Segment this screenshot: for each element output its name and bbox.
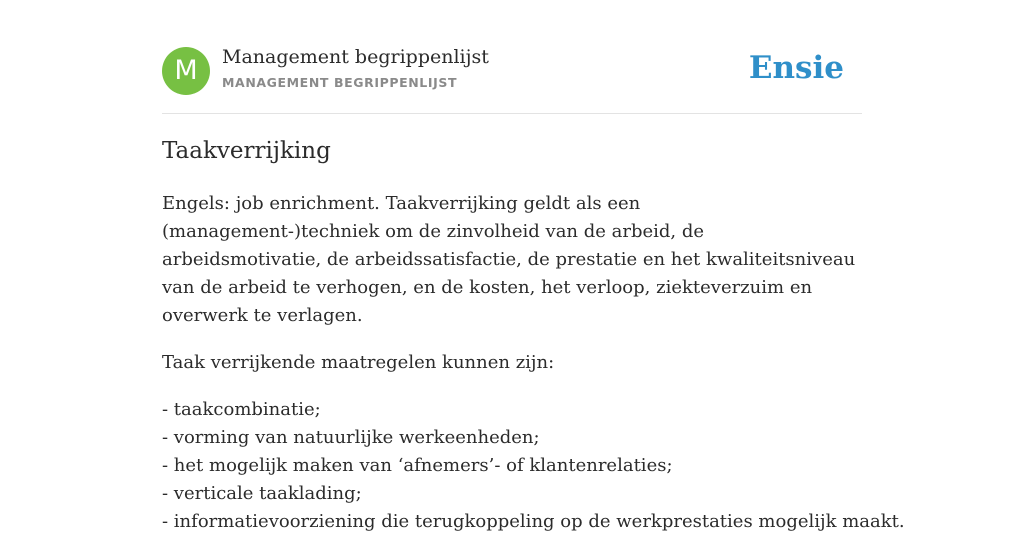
list-item: - taakcombinatie; — [162, 399, 321, 420]
definition-paragraph: Engels: job enrichment. Taakverrijking geldt als een (management-)techniek om de zinvolheid van de arbeid, de arbeidsmotivatie, de arbeidssatisfactie, de prestatie en het kwaliteitsniveau van de arbeid te verhogen, en de kosten, het verloop, ziekteverzuim en overwerk te verlagen. — [162, 193, 856, 326]
list-item: - verticale taaklading; — [162, 483, 362, 504]
article-body — [162, 190, 905, 536]
list-item: - informatievoorziening die terugkoppeling op de werkprestaties mogelijk maakt. — [162, 511, 905, 532]
term-title: Taakverrijking — [162, 138, 331, 164]
avatar[interactable]: M — [162, 47, 210, 95]
page-container — [162, 0, 905, 532]
ensie-logo[interactable]: Ensie — [748, 50, 844, 86]
list-item: - het mogelijk maken van ‘afnemers’- of klantenrelaties; — [162, 455, 673, 476]
measures-list — [162, 396, 905, 536]
collection-title[interactable]: Management begrippenlijst — [222, 46, 489, 68]
list-intro: Taak verrijkende maatregelen kunnen zijn: — [162, 352, 555, 373]
collection-subtitle: MANAGEMENT BEGRIPPENLIJST — [222, 75, 458, 90]
header — [162, 0, 862, 114]
list-item: - vorming van natuurlijke werkeenheden; — [162, 427, 540, 448]
